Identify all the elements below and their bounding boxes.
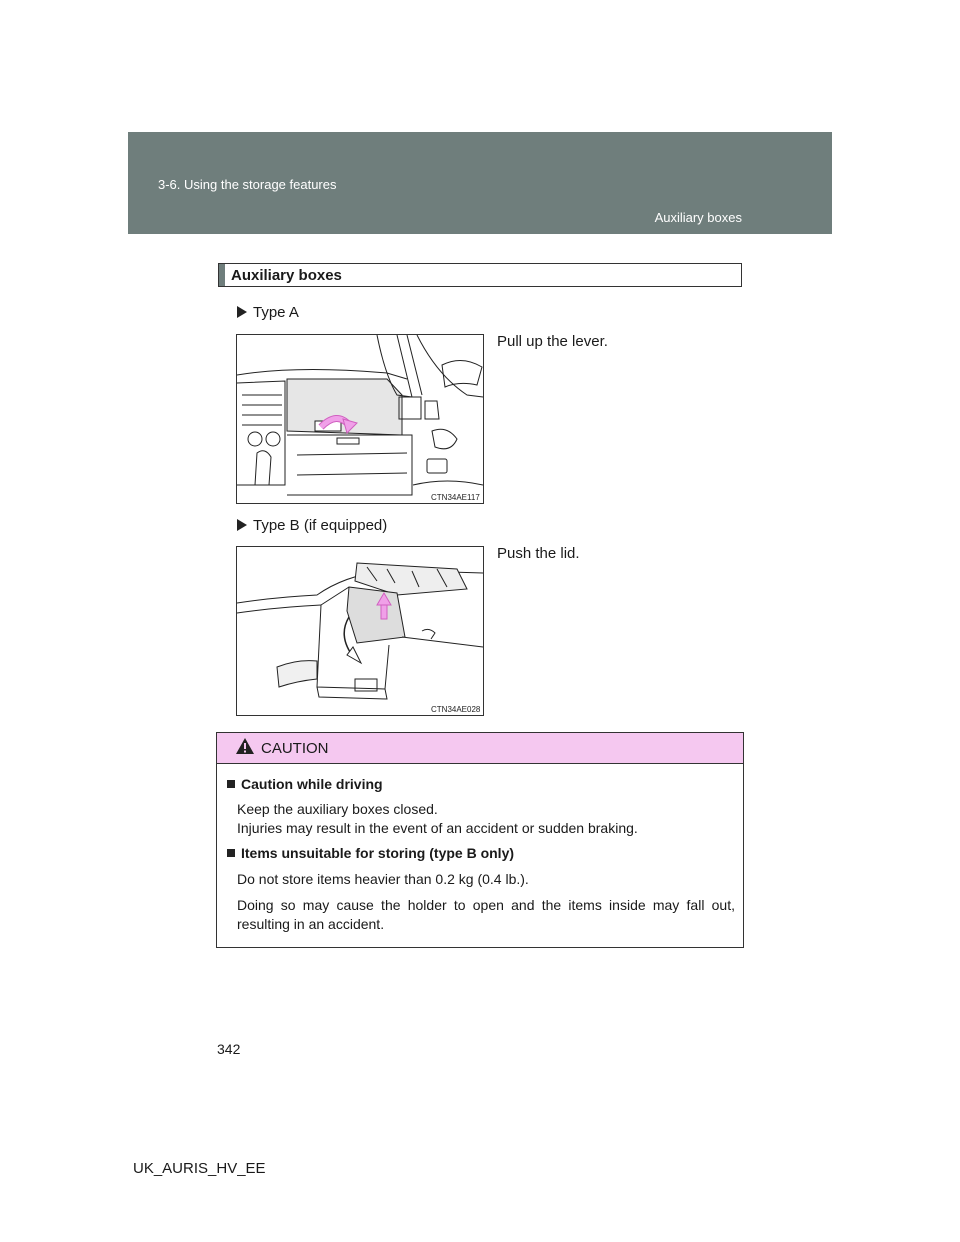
caution-header [217, 733, 743, 764]
heading-text: Auxiliary boxes [231, 267, 342, 284]
caution-title: CAUTION [261, 740, 329, 757]
triangle-arrow-icon [237, 306, 247, 318]
figure-code: CTN34AE117 [431, 493, 480, 502]
topic-title: Auxiliary boxes [654, 210, 742, 225]
dashboard-illustration [237, 335, 483, 503]
square-bullet-icon [227, 780, 235, 788]
heading-marker [219, 264, 225, 286]
caution-paragraph: Keep the auxiliary boxes closed. Injuries may result in the event of an accident or sudden braking. [237, 801, 638, 836]
caution-item-title: Items unsuitable for storing (type B only) [227, 845, 514, 861]
page-number: 342 [217, 1041, 241, 1057]
type-b-figure [236, 546, 484, 716]
caution-paragraph: Do not store items heavier than 0.2 kg (0.4 lb.). [237, 871, 529, 887]
overhead-console-illustration [237, 547, 483, 715]
type-b-instruction: Push the lid. [497, 545, 580, 562]
warning-icon [235, 737, 255, 755]
heading-bar [218, 263, 742, 287]
type-b-label: Type B (if equipped) [237, 517, 387, 534]
type-a-instruction: Pull up the lever. [497, 333, 608, 350]
caution-item-title: Caution while driving [227, 776, 383, 792]
triangle-arrow-icon [237, 519, 247, 531]
section-title: 3-6. Using the storage features [158, 177, 337, 192]
square-bullet-icon [227, 849, 235, 857]
page-header [128, 132, 832, 234]
type-a-figure [236, 334, 484, 504]
caution-box [216, 732, 744, 948]
footer-code: UK_AURIS_HV_EE [133, 1160, 266, 1177]
figure-code: CTN34AE028 [431, 705, 481, 714]
type-a-label: Type A [237, 304, 299, 321]
caution-paragraph: Doing so may cause the holder to open and the items inside may fall out, resulting in an accident. [237, 897, 735, 932]
